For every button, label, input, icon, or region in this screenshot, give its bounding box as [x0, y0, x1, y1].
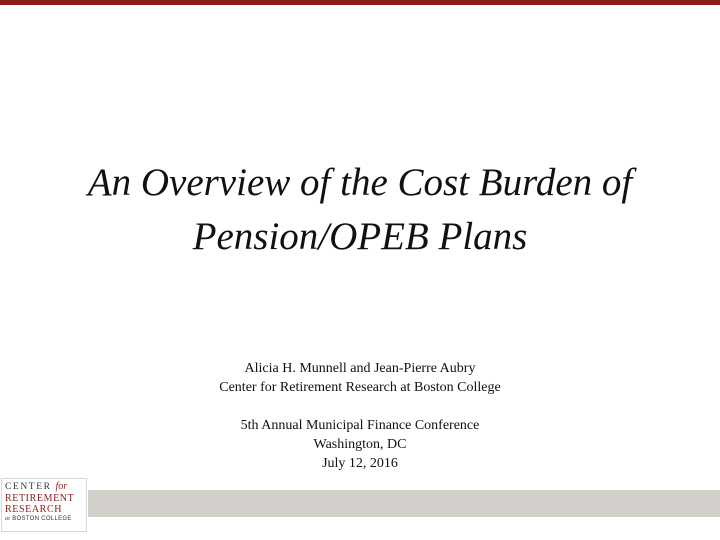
logo-at-text: at — [5, 516, 11, 522]
event-name: 5th Annual Municipal Finance Conference — [240, 418, 480, 433]
slide-title — [20, 156, 700, 264]
logo-for-text: for — [55, 481, 68, 492]
presentation-details — [60, 359, 660, 473]
logo-center-text: CENTER — [5, 482, 52, 492]
logo-college-text: BOSTON COLLEGE — [12, 516, 72, 522]
logo-line-2: RETIREMENT — [5, 493, 75, 504]
logo-line-1 — [5, 481, 83, 493]
title-line-1: An Overview of the Cost Burden of — [87, 161, 633, 204]
event-location: Washington, DC — [313, 437, 407, 452]
crr-logo — [1, 478, 87, 532]
top-accent-bar — [0, 0, 720, 5]
logo-line-3: RESEARCH — [5, 504, 63, 515]
title-line-2: Pension/OPEB Plans — [192, 215, 528, 258]
event-date: July 12, 2016 — [322, 456, 398, 471]
affiliation: Center for Retirement Research at Boston College — [219, 380, 501, 395]
footer-band — [88, 490, 720, 517]
spacer — [60, 397, 660, 416]
logo-line-4 — [5, 515, 83, 524]
authors: Alicia H. Munnell and Jean-Pierre Aubry — [244, 361, 476, 376]
